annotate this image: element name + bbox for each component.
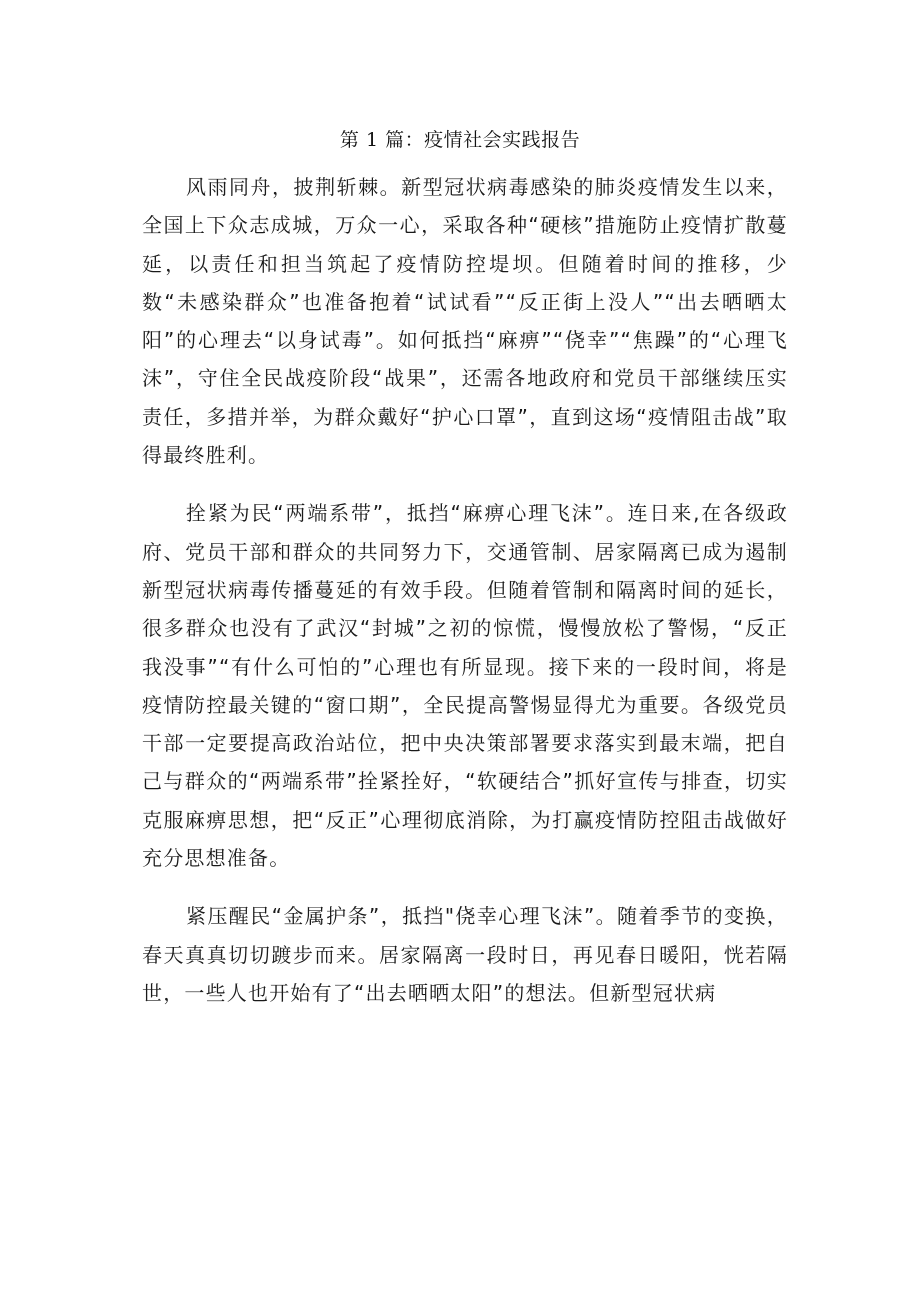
paragraph-1: 风雨同舟，披荆斩棘。新型冠状病毒感染的肺炎疫情发生以来，全国上下众志成城，万众一心，采取各种“硬核”措施防止疫情扩散蔓延，以责任和担当筑起了疫情防控堤坝。但随着时间的推移，少数“未感染群众”也准备抱着“试试看”“反正街上没人”“出去晒晒太阳”的心理去“以身试毒”。如何抵挡“麻痹”“侥幸”“焦躁”的“心理飞沫”，守住全民战疫阶段“战果”，还需各地政府和党员干部继续压实责任，多措并举，为群众戴好“护心口罩”，直到这场“疫情阻击战”取得最终胜利。: [142, 175, 788, 468]
document-body: [142, 168, 788, 1012]
document-title: 第 1 篇：疫情社会实践报告: [339, 129, 581, 151]
paragraph-3: 紧压醒民“金属护条”，抵挡"侥幸心理飞沫”。随着季节的变换，春天真真切切踱步而来。居家隔离一段时日，再见春日暖阳，恍若隔世，一些人也开始有了“出去晒晒太阳”的想法。但新型冠状病: [142, 904, 788, 1005]
paragraph-2: 拴紧为民“两端系带”，抵挡“麻痹心理飞沫”。连日来,在各级政府、党员干部和群众的共同努力下，交通管制、居家隔离已成为遏制新型冠状病毒传播蔓延的有效手段。但随着管制和隔离时间的延长，很多群众也没有了武汉“封城”之初的惊慌，慢慢放松了警惕，“反正我没事”“有什么可怕的”心理也有所显现。接下来的一段时间，将是疫情防控最关键的“窗口期”，全民提高警惕显得尤为重要。各级党员干部一定要提高政治站位，把中央决策部署要求落实到最末端，把自己与群众的“两端系带”拴紧拴好，“软硬结合”抓好宣传与排查，切实克服麻痹思想，把“反正”心理彻底消除，为打赢疫情防控阻击战做好充分思想准备。: [142, 501, 788, 871]
